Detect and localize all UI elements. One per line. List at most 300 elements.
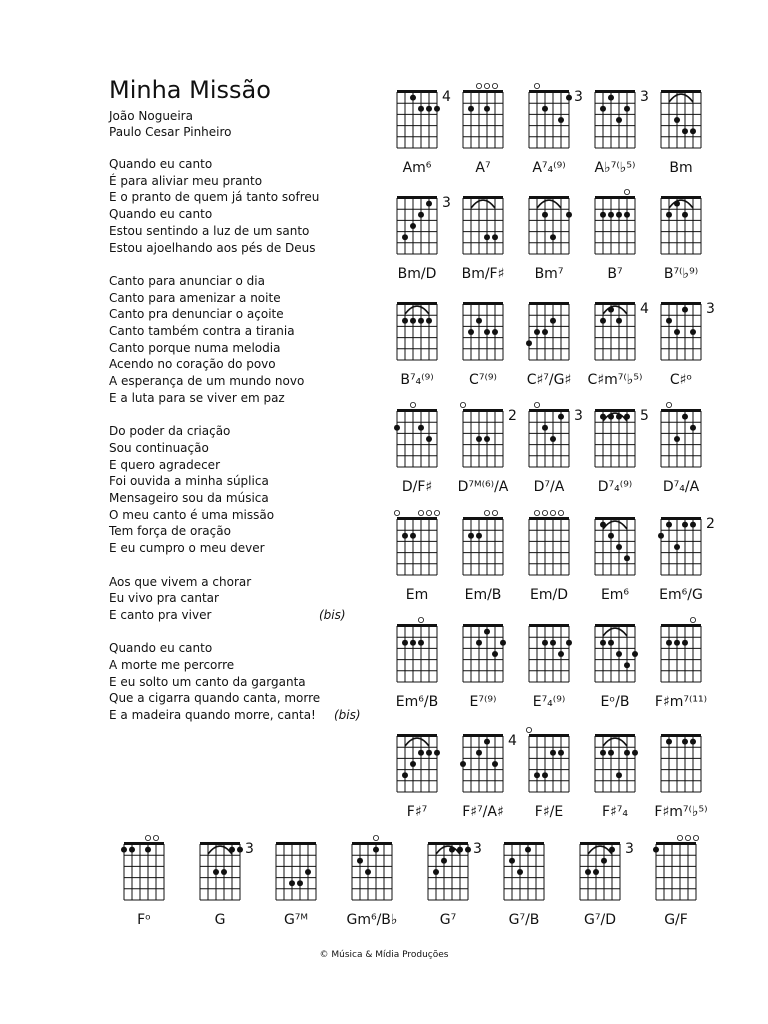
finger-dot	[500, 640, 506, 646]
chord-nut	[397, 517, 437, 520]
barre-marker	[537, 200, 561, 208]
finger-dot	[601, 858, 607, 864]
finger-dot	[566, 212, 572, 218]
barre-marker	[436, 846, 460, 854]
fret-number: 4	[442, 89, 451, 105]
chord-name: Bm	[669, 160, 693, 176]
finger-dot	[410, 640, 416, 646]
lyric-line: Eu vivo pra cantar	[109, 591, 219, 606]
finger-dot	[476, 318, 482, 324]
finger-dot	[418, 106, 424, 112]
finger-dot	[550, 640, 556, 646]
finger-dot	[550, 436, 556, 442]
lyric-line: E canto pra viver (bis)	[109, 607, 346, 622]
chord-name: B⁷	[607, 266, 623, 282]
chord-nut	[661, 624, 701, 627]
chord-name: B⁷⁽♭⁹⁾	[663, 266, 699, 282]
chord-nut	[661, 196, 701, 199]
open-string-marker	[410, 402, 415, 407]
chord-name: F♯m⁷⁽¹¹⁾	[654, 694, 708, 710]
chord-nut	[661, 302, 701, 305]
chord-name: C♯m⁷⁽♭⁵⁾	[587, 372, 643, 388]
chord-name: Em	[405, 587, 429, 603]
finger-dot	[492, 761, 498, 767]
finger-dot	[608, 307, 614, 313]
finger-dot	[616, 772, 622, 778]
finger-dot	[624, 414, 630, 420]
open-string-marker	[373, 835, 378, 840]
lyric-line: Foi ouvida a minha súplica	[109, 474, 269, 489]
open-string-marker	[542, 510, 547, 515]
finger-dot	[410, 318, 416, 324]
composer: Paulo Cesar Pinheiro	[109, 125, 232, 139]
chord-nut	[463, 409, 503, 412]
finger-dot	[365, 869, 371, 875]
finger-dot	[624, 106, 630, 112]
finger-dot	[484, 234, 490, 240]
finger-dot	[229, 847, 235, 853]
finger-dot	[410, 761, 416, 767]
chord-nut	[397, 90, 437, 93]
barre-marker	[405, 306, 429, 314]
finger-dot	[616, 212, 622, 218]
copyright: © Música & Mídia Produções	[319, 950, 449, 960]
finger-dot	[608, 750, 614, 756]
barre-marker	[603, 413, 627, 421]
barre-marker	[208, 846, 232, 854]
finger-dot	[600, 750, 606, 756]
barre-marker	[603, 628, 627, 636]
lyric-line: Canto também contra a tirania	[109, 324, 295, 339]
lyric-line: Tem força de oração	[109, 524, 231, 539]
finger-dot	[542, 640, 548, 646]
finger-dot	[402, 772, 408, 778]
finger-dot	[550, 750, 556, 756]
finger-dot	[674, 436, 680, 442]
chord-nut	[463, 734, 503, 737]
lyric-line: Estou sentindo a luz de um santo	[109, 223, 310, 238]
open-string-marker	[677, 835, 682, 840]
barre-marker	[588, 846, 612, 854]
finger-dot	[674, 640, 680, 646]
chord-nut	[661, 90, 701, 93]
chord-name: D⁷ᴹ⁽⁶⁾/A	[457, 479, 509, 495]
fret-number: 3	[706, 301, 715, 317]
fret-number: 3	[473, 841, 482, 857]
finger-dot	[145, 847, 151, 853]
open-string-marker	[666, 402, 671, 407]
chord-name: Bm⁷	[534, 266, 564, 282]
chord-nut	[397, 624, 437, 627]
finger-dot	[517, 869, 523, 875]
finger-dot	[449, 847, 455, 853]
chord-nut	[397, 196, 437, 199]
finger-dot	[468, 106, 474, 112]
finger-dot	[609, 847, 615, 853]
repeat-marker: (bis)	[334, 708, 361, 723]
chord-nut	[529, 734, 569, 737]
open-string-marker	[484, 83, 489, 88]
finger-dot	[566, 640, 572, 646]
chord-name: Em/B	[464, 587, 502, 603]
chord-nut	[529, 624, 569, 627]
finger-dot	[690, 739, 696, 745]
finger-dot	[600, 414, 606, 420]
chord-nut	[595, 302, 635, 305]
chord-nut	[580, 842, 620, 845]
lyric-line: Aos que vivem a chorar	[109, 574, 252, 589]
finger-dot	[534, 772, 540, 778]
chord-nut	[661, 409, 701, 412]
lyric-line: Quando eu canto	[109, 207, 213, 222]
chord-name: E⁷⁽⁹⁾	[469, 694, 497, 710]
finger-dot	[682, 212, 688, 218]
finger-dot	[402, 640, 408, 646]
chord-nut	[200, 842, 240, 845]
finger-dot	[542, 425, 548, 431]
chord-name: D/F♯	[401, 479, 433, 495]
finger-dot	[418, 640, 424, 646]
chord-name: A⁷₄⁽⁹⁾	[532, 160, 566, 176]
chord-nut	[428, 842, 468, 845]
open-string-marker	[145, 835, 150, 840]
chord-nut	[463, 624, 503, 627]
finger-dot	[666, 318, 672, 324]
barre-marker	[669, 200, 693, 208]
finger-dot	[213, 869, 219, 875]
chord-name: F♯⁷	[406, 804, 428, 820]
finger-dot	[509, 858, 515, 864]
finger-dot	[608, 212, 614, 218]
finger-dot	[632, 750, 638, 756]
chord-name: Em/D	[530, 587, 568, 603]
finger-dot	[484, 436, 490, 442]
finger-dot	[418, 212, 424, 218]
finger-dot	[674, 544, 680, 550]
chord-name: E⁷₄⁽⁹⁾	[532, 694, 566, 710]
composer: João Nogueira	[109, 109, 193, 123]
chord-name: G/F	[664, 912, 688, 928]
fret-number: 4	[640, 301, 649, 317]
lyric-line: Canto para anunciar o dia	[109, 273, 265, 288]
chord-nut	[595, 196, 635, 199]
finger-dot	[492, 329, 498, 335]
lyric-line: Sou continuação	[109, 440, 209, 455]
barre-marker	[603, 306, 627, 314]
finger-dot	[558, 414, 564, 420]
finger-dot	[426, 436, 432, 442]
finger-dot	[402, 234, 408, 240]
finger-dot	[600, 318, 606, 324]
finger-dot	[426, 318, 432, 324]
chord-name: G	[214, 912, 226, 928]
chord-nut	[529, 517, 569, 520]
finger-dot	[121, 847, 127, 853]
chord-nut	[529, 409, 569, 412]
lyric-line: E quero agradecer	[109, 457, 220, 472]
finger-dot	[593, 869, 599, 875]
lyric-line: E a luta para se viver em paz	[109, 390, 285, 405]
finger-dot	[534, 329, 540, 335]
finger-dot	[542, 106, 548, 112]
finger-dot	[666, 522, 672, 528]
finger-dot	[221, 869, 227, 875]
open-string-marker	[394, 510, 399, 515]
finger-dot	[624, 212, 630, 218]
barre-marker	[603, 521, 627, 529]
chord-nut	[595, 409, 635, 412]
finger-dot	[418, 750, 424, 756]
finger-dot	[682, 414, 688, 420]
chord-name: Em⁶/G	[659, 587, 703, 603]
chord-name: A♭⁷⁽♭⁵⁾	[594, 160, 636, 176]
finger-dot	[616, 651, 622, 657]
fret-number: 5	[640, 408, 649, 424]
chord-nut	[595, 90, 635, 93]
finger-dot	[433, 869, 439, 875]
chord-nut	[529, 90, 569, 93]
finger-dot	[484, 106, 490, 112]
chord-name: G⁷	[439, 912, 457, 928]
finger-dot	[600, 640, 606, 646]
open-string-marker	[690, 617, 695, 622]
finger-dot	[492, 234, 498, 240]
open-string-marker	[476, 83, 481, 88]
finger-dot	[690, 425, 696, 431]
finger-dot	[624, 555, 630, 561]
finger-dot	[666, 739, 672, 745]
chord-name: G⁷/B	[508, 912, 540, 928]
finger-dot	[653, 847, 659, 853]
finger-dot	[616, 544, 622, 550]
chord-nut	[595, 734, 635, 737]
chord-name: D⁷/A	[533, 479, 565, 495]
lyric-line: A esperança de um mundo novo	[109, 374, 305, 389]
finger-dot	[465, 847, 471, 853]
lyric-line: E o pranto de quem já tanto sofreu	[109, 190, 320, 205]
open-string-marker	[550, 510, 555, 515]
lyric-line: Quando eu canto	[109, 641, 213, 656]
lyric-line: Que a cigarra quando canta, morre	[109, 691, 321, 706]
chord-name: Em⁶	[600, 587, 630, 603]
finger-dot	[682, 307, 688, 313]
finger-dot	[410, 223, 416, 229]
chord-nut	[595, 517, 635, 520]
fret-number: 2	[508, 408, 517, 424]
finger-dot	[468, 329, 474, 335]
finger-dot	[289, 880, 295, 886]
chord-nut	[397, 409, 437, 412]
chord-name: F♯/E	[534, 804, 564, 820]
chord-name: Em⁶/B	[395, 694, 439, 710]
finger-dot	[600, 106, 606, 112]
lyric-line: Quando eu canto	[109, 157, 213, 171]
finger-dot	[666, 212, 672, 218]
fret-number: 3	[442, 195, 451, 211]
finger-dot	[357, 858, 363, 864]
chord-nut	[463, 90, 503, 93]
finger-dot	[682, 739, 688, 745]
lyric-line: Canto pra denunciar o açoite	[109, 307, 284, 322]
finger-dot	[624, 662, 630, 668]
lyric-line: E eu cumpro o meu dever	[109, 541, 265, 556]
finger-dot	[434, 750, 440, 756]
finger-dot	[476, 436, 482, 442]
finger-dot	[558, 651, 564, 657]
chord-nut	[463, 517, 503, 520]
finger-dot	[616, 318, 622, 324]
fret-number: 3	[574, 89, 583, 105]
finger-dot	[394, 425, 400, 431]
finger-dot	[525, 847, 531, 853]
finger-dot	[426, 106, 432, 112]
open-string-marker	[492, 83, 497, 88]
chord-name: F♯⁷₄	[601, 804, 629, 820]
chord-nut	[463, 302, 503, 305]
fret-number: 3	[625, 841, 634, 857]
finger-dot	[566, 95, 572, 101]
finger-dot	[434, 106, 440, 112]
finger-dot	[674, 329, 680, 335]
open-string-marker	[526, 727, 531, 732]
finger-dot	[484, 329, 490, 335]
open-string-marker	[534, 83, 539, 88]
open-string-marker	[418, 617, 423, 622]
finger-dot	[542, 772, 548, 778]
lyric-line: Acendo no coração do povo	[109, 357, 276, 372]
lyric-line: E a madeira quando morre, canta! (bis)	[109, 708, 361, 723]
song-title: Minha Missão	[109, 76, 271, 104]
lyric-line: Mensageiro sou da música	[109, 491, 269, 506]
finger-dot	[558, 750, 564, 756]
chord-nut	[504, 842, 544, 845]
open-string-marker	[693, 835, 698, 840]
finger-dot	[426, 750, 432, 756]
lyric-line: Canto porque numa melodia	[109, 340, 281, 355]
finger-dot	[484, 629, 490, 635]
chord-name: C♯ᵒ	[669, 372, 693, 388]
fret-number: 2	[706, 516, 715, 532]
chord-name: G⁷ᴹ	[283, 912, 309, 928]
chord-nut	[276, 842, 316, 845]
finger-dot	[608, 640, 614, 646]
finger-dot	[624, 750, 630, 756]
open-string-marker	[534, 510, 539, 515]
chord-name: Am⁶	[402, 160, 432, 176]
finger-dot	[682, 128, 688, 134]
chord-name: D⁷₄/A	[662, 479, 700, 495]
lyric-line: Estou ajoelhando aos pés de Deus	[109, 240, 316, 255]
open-string-marker	[418, 510, 423, 515]
finger-dot	[558, 117, 564, 123]
finger-dot	[526, 340, 532, 346]
chord-nut	[124, 842, 164, 845]
chord-nut	[463, 196, 503, 199]
finger-dot	[682, 522, 688, 528]
finger-dot	[476, 750, 482, 756]
finger-dot	[410, 533, 416, 539]
finger-dot	[297, 880, 303, 886]
finger-dot	[658, 533, 664, 539]
finger-dot	[410, 95, 416, 101]
chord-name: Fᵒ	[137, 912, 151, 928]
open-string-marker	[492, 510, 497, 515]
lyric-line: É para aliviar meu pranto	[109, 173, 263, 188]
chord-name: Bm/D	[397, 266, 437, 282]
chord-nut	[352, 842, 392, 845]
barre-marker	[669, 94, 693, 102]
chord-nut	[661, 517, 701, 520]
finger-dot	[492, 651, 498, 657]
finger-dot	[616, 117, 622, 123]
fret-number: 4	[508, 733, 517, 749]
chord-name: D⁷₄⁽⁹⁾	[597, 479, 633, 495]
finger-dot	[666, 640, 672, 646]
finger-dot	[426, 201, 432, 207]
finger-dot	[484, 739, 490, 745]
finger-dot	[600, 212, 606, 218]
chord-name: Bm/F♯	[461, 266, 505, 282]
barre-marker	[471, 200, 495, 208]
finger-dot	[441, 858, 447, 864]
fret-number: 3	[640, 89, 649, 105]
chord-name: Eᵒ/B	[600, 694, 630, 710]
finger-dot	[402, 533, 408, 539]
finger-dot	[550, 318, 556, 324]
chord-nut	[656, 842, 696, 845]
finger-dot	[608, 533, 614, 539]
chord-name: G⁷/D	[584, 912, 616, 928]
open-string-marker	[153, 835, 158, 840]
open-string-marker	[460, 402, 465, 407]
finger-dot	[608, 95, 614, 101]
finger-dot	[402, 318, 408, 324]
chord-nut	[397, 734, 437, 737]
finger-dot	[237, 847, 243, 853]
open-string-marker	[685, 835, 690, 840]
lyric-line: A morte me percorre	[109, 658, 235, 673]
fret-number: 3	[574, 408, 583, 424]
finger-dot	[616, 414, 622, 420]
chord-nut	[529, 302, 569, 305]
finger-dot	[674, 117, 680, 123]
chord-nut	[595, 624, 635, 627]
finger-dot	[600, 522, 606, 528]
finger-dot	[632, 651, 638, 657]
open-string-marker	[426, 510, 431, 515]
finger-dot	[542, 329, 548, 335]
finger-dot	[476, 640, 482, 646]
chord-nut	[529, 196, 569, 199]
finger-dot	[418, 318, 424, 324]
fret-number: 3	[245, 841, 254, 857]
finger-dot	[550, 234, 556, 240]
finger-dot	[457, 847, 463, 853]
finger-dot	[305, 869, 311, 875]
open-string-marker	[558, 510, 563, 515]
finger-dot	[373, 847, 379, 853]
finger-dot	[674, 201, 680, 207]
finger-dot	[585, 869, 591, 875]
chord-name: B⁷₄⁽⁹⁾	[400, 372, 434, 388]
finger-dot	[682, 640, 688, 646]
chord-name: F♯⁷/A♯	[462, 804, 504, 820]
finger-dot	[476, 533, 482, 539]
finger-dot	[608, 414, 614, 420]
chord-nut	[661, 734, 701, 737]
barre-marker	[603, 738, 627, 746]
chord-name: A⁷	[475, 160, 491, 176]
